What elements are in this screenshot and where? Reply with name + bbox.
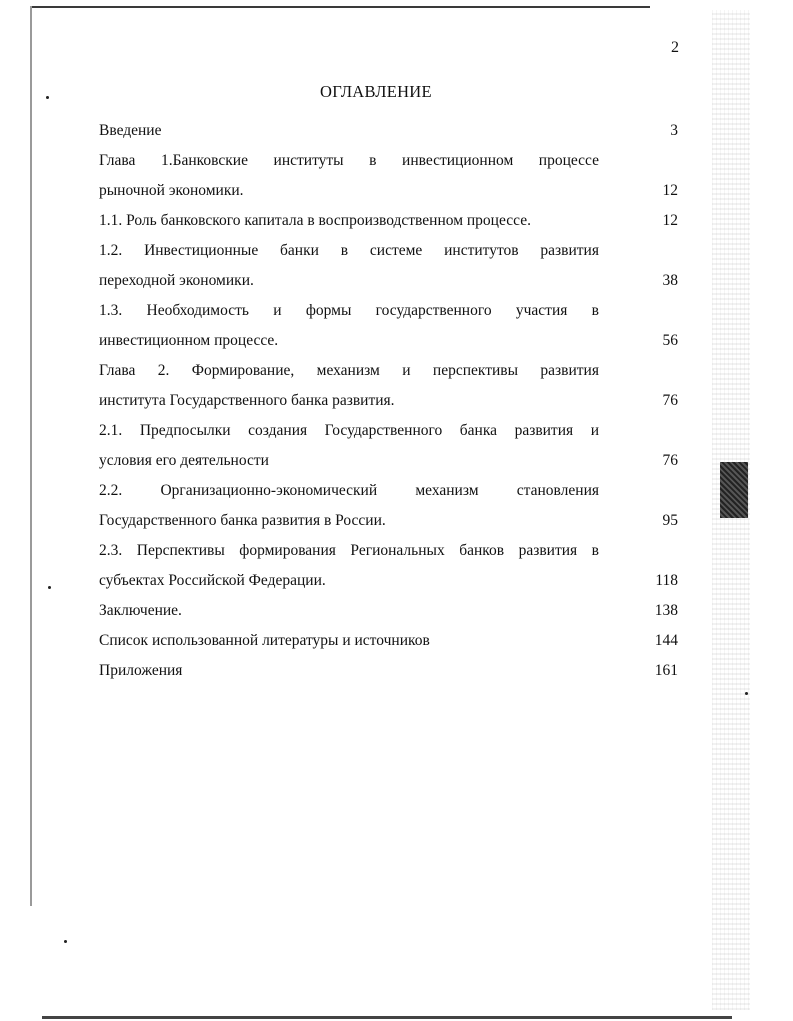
toc-page-intro: 3 xyxy=(670,122,678,139)
scan-speck xyxy=(46,96,49,99)
toc-entry-chapter2: Глава 2. Формирование, механизм и перспективы развития xyxy=(99,362,599,379)
toc-entry-2-1: 2.1. Предпосылки создания Государственного банка развития и xyxy=(99,422,599,439)
toc-entry-chapter2-cont: института Государственного банка развития. xyxy=(99,392,395,409)
toc-page-conclusion: 138 xyxy=(654,602,678,619)
scan-top-border xyxy=(30,6,650,8)
toc-entry-appendices: Приложения xyxy=(99,662,183,679)
toc-entry-chapter1: Глава 1.Банковские институты в инвестиционном процессе xyxy=(99,152,599,169)
toc-page-chapter1: 12 xyxy=(662,182,678,199)
scan-speck xyxy=(48,586,51,589)
toc-entry-2-3: 2.3. Перспективы формирования Региональных банков развития в xyxy=(99,542,599,559)
toc-page-1-2: 38 xyxy=(662,272,678,289)
toc-page-2-1: 76 xyxy=(662,452,678,469)
toc-page-appendices: 161 xyxy=(654,662,678,679)
toc-entry-2-1-cont: условия его деятельности xyxy=(99,452,269,469)
toc-entry-1-2-cont: переходной экономики. xyxy=(99,272,254,289)
toc-entry-conclusion: Заключение. xyxy=(99,602,182,619)
toc-entry-references: Список использованной литературы и источников xyxy=(99,632,430,649)
toc-page-chapter2: 76 xyxy=(662,392,678,409)
toc-entry-2-3-cont: субъектах Российской Федерации. xyxy=(99,572,326,589)
scan-speck xyxy=(64,940,67,943)
scan-speck xyxy=(745,692,748,695)
toc-page-2-3: 118 xyxy=(655,572,678,589)
scan-bottom-border xyxy=(42,1016,732,1019)
toc-entry-1-2: 1.2. Инвестиционные банки в системе институтов развития xyxy=(99,242,599,259)
toc-entry-intro: Введение xyxy=(99,122,162,139)
toc-page-1-1: 12 xyxy=(662,212,678,229)
toc-entry-1-1: 1.1. Роль банковского капитала в воспроизводственном процессе. xyxy=(99,212,531,229)
toc-entry-chapter1-cont: рыночной экономики. xyxy=(99,182,244,199)
toc-page-1-3: 56 xyxy=(662,332,678,349)
toc-entry-2-2-cont: Государственного банка развития в России. xyxy=(99,512,386,529)
toc-title: ОГЛАВЛЕНИЕ xyxy=(320,82,432,101)
toc-entry-1-3: 1.3. Необходимость и формы государственного участия в xyxy=(99,302,599,319)
toc-entry-2-2: 2.2. Организационно-экономический механизм становления xyxy=(99,482,599,499)
toc-entry-1-3-cont: инвестиционном процессе. xyxy=(99,332,279,349)
page-number: 2 xyxy=(671,39,679,56)
toc-page-2-2: 95 xyxy=(662,512,678,529)
scan-dark-block xyxy=(720,462,748,518)
toc-page-references: 144 xyxy=(654,632,678,649)
scan-left-border xyxy=(30,6,32,906)
